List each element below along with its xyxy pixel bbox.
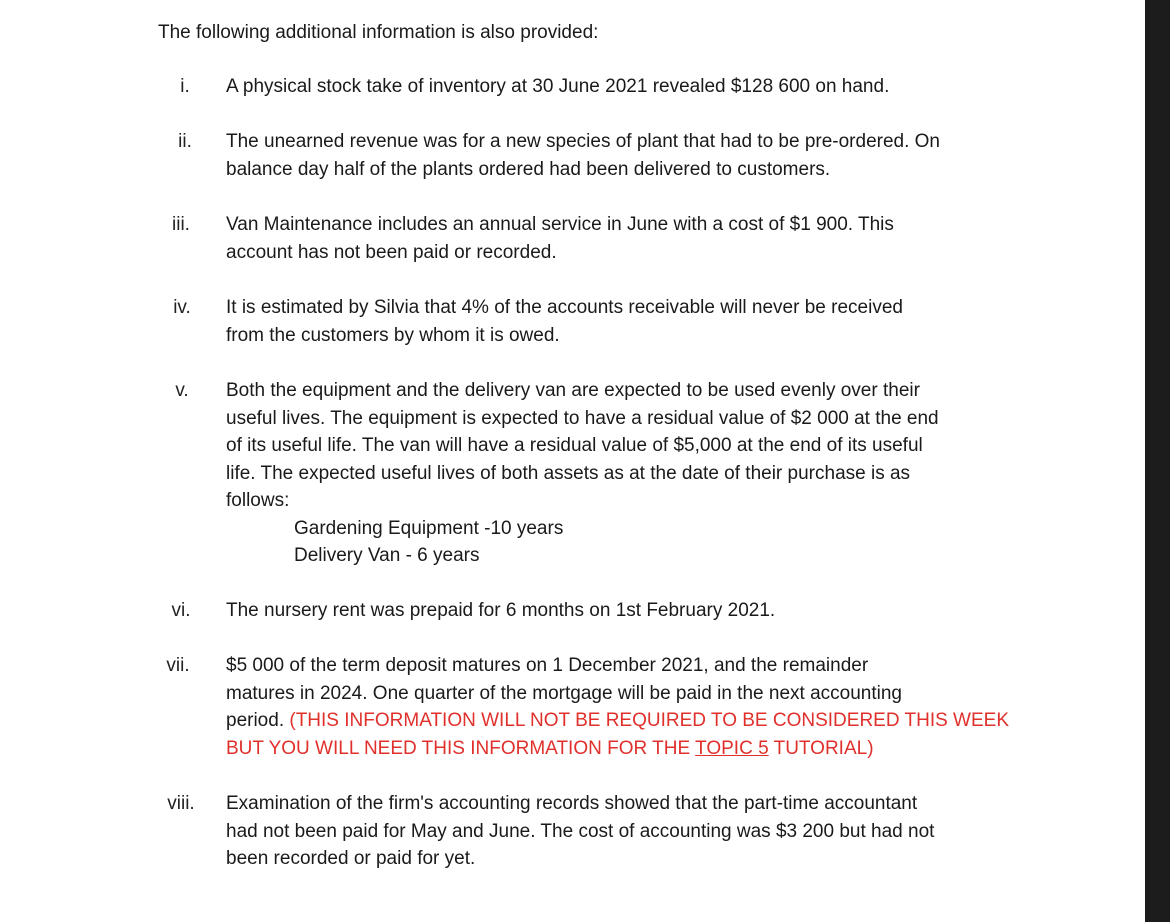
list-numeral: vi. — [171, 600, 191, 621]
tutorial-note: BUT YOU WILL NEED THIS INFORMATION FOR THE — [226, 737, 696, 759]
intro-heading: The following additional information is also provided: — [158, 22, 599, 43]
list-numeral: vii. — [166, 655, 190, 676]
list-numeral: i. — [180, 76, 190, 97]
text-line: The unearned revenue was for a new species of plant that had to be pre-ordered. On — [226, 131, 941, 152]
text-line: follows: — [226, 490, 290, 511]
list-item-text — [226, 128, 1026, 183]
text-line: life. The expected useful lives of both assets as at the date of their purchase is as — [226, 462, 911, 484]
list-item-text — [226, 652, 1026, 762]
text-line: had not been paid for May and June. The cost of accounting was $3 200 but had not — [226, 820, 935, 842]
text-line: from the customers by whom it is owed. — [226, 324, 560, 346]
text-line: account has not been paid or recorded. — [226, 241, 557, 263]
list-item-text — [226, 790, 1026, 873]
text-line: been recorded or paid for yet. — [226, 848, 476, 869]
tutorial-note: TUTORIAL) — [768, 737, 874, 759]
text-line — [226, 707, 1026, 735]
useful-life-equipment: Gardening Equipment -10 years — [294, 517, 564, 539]
text-line: of its useful life. The van will have a residual value of $5,000 at the end of its useful — [226, 435, 923, 456]
text-line: Both the equipment and the delivery van are expected to be used evenly over their — [226, 380, 920, 401]
text-segment: period. — [226, 710, 290, 731]
list-numeral: viii. — [167, 793, 195, 814]
list-item-text — [226, 294, 1026, 349]
text-line: matures in 2024. One quarter of the mortgage will be paid in the next accounting — [226, 682, 902, 704]
list-numeral: v. — [175, 380, 189, 401]
text-line: Van Maintenance includes an annual service in June with a cost of $1 900. This — [226, 214, 894, 235]
text-line: A physical stock take of inventory at 30 June 2021 revealed $128 600 on hand. — [226, 76, 890, 97]
list-item-text — [226, 73, 1026, 101]
topic-5-link[interactable]: TOPIC 5 — [695, 737, 769, 759]
list-numeral: ii. — [178, 131, 192, 152]
text-line: $5 000 of the term deposit matures on 1 December 2021, and the remainder — [226, 655, 869, 676]
text-line: It is estimated by Silvia that 4% of the accounts receivable will never be received — [226, 297, 903, 318]
text-line: Examination of the firm's accounting records showed that the part-time accountant — [226, 793, 918, 814]
window-edge — [1145, 0, 1170, 922]
text-line: useful lives. The equipment is expected to have a residual value of $2 000 at the end — [226, 407, 939, 429]
useful-life-van: Delivery Van - 6 years — [294, 545, 480, 566]
list-item-text — [226, 377, 1026, 570]
text-line: The nursery rent was prepaid for 6 months on 1st February 2021. — [226, 600, 776, 621]
list-numeral: iii. — [172, 214, 190, 235]
text-line: balance day half of the plants ordered had been delivered to customers. — [226, 158, 831, 180]
list-item-text — [226, 211, 1026, 266]
text-line — [226, 735, 1026, 763]
list-item-text — [226, 597, 1026, 625]
tutorial-note: (THIS INFORMATION WILL NOT BE REQUIRED TO BE CONSIDERED THIS WEEK — [289, 710, 1009, 731]
list-numeral: iv. — [173, 297, 191, 318]
